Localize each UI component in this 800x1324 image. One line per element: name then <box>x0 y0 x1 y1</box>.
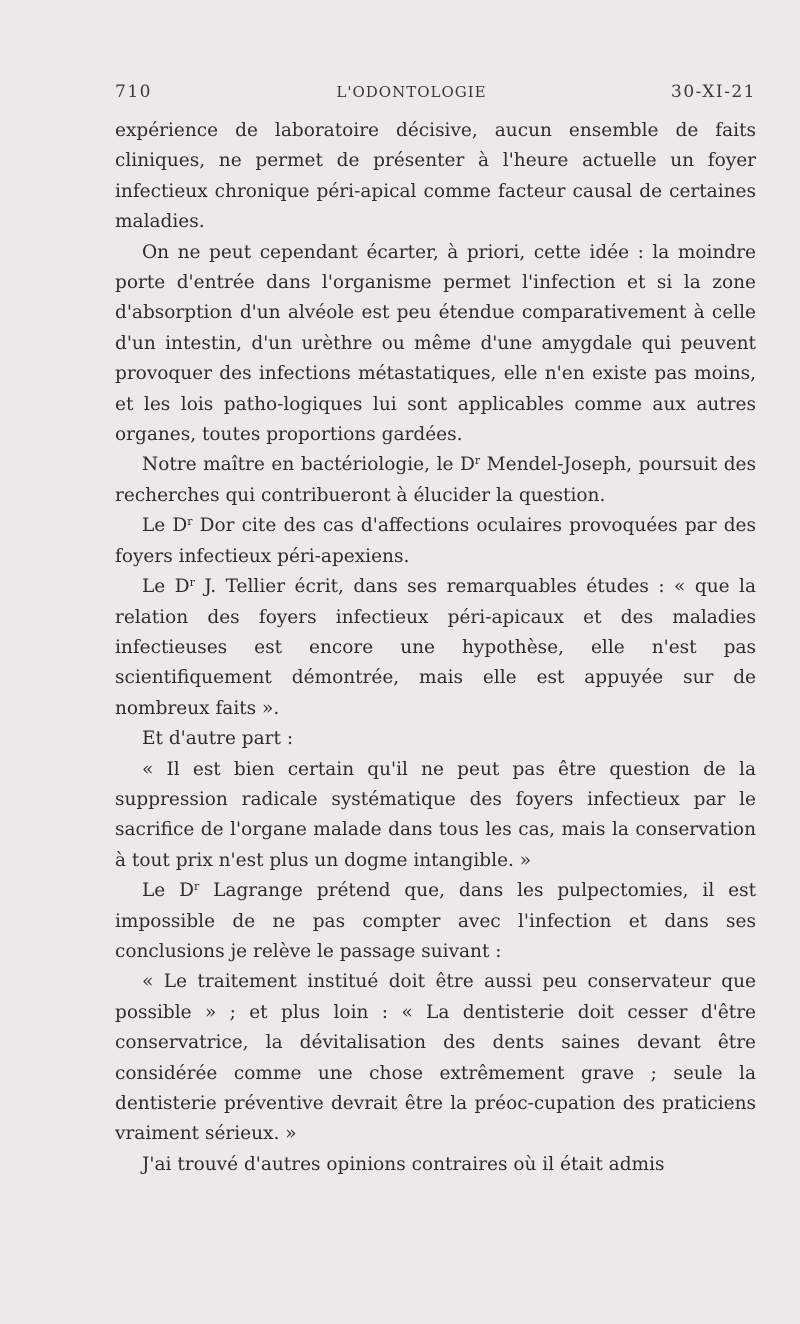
paragraph: J'ai trouvé d'autres opinions contraires où il était admis <box>142 1153 665 1175</box>
running-title: L'ODONTOLOGIE <box>336 83 487 101</box>
page-number: 710 <box>115 82 152 102</box>
paragraph: Notre maître en bactériologie, le $D^r$ Mendel-Joseph, poursuit des recherches qui contribueront à élucider la question. <box>115 454 757 506</box>
quote-paragraph: « Il est bien certain qu'il ne peut pas être question de la suppression radicale systématique des foyers infectieux par le sacrifice de l'organe malade dans tous les cas, mais la conservation à tout prix n'est plus un dogme intangible. » <box>115 758 756 871</box>
paragraph: Le $D^r$ Dor cite des cas d'affections oculaires provoquées par des foyers infectieux péri-apexiens. <box>115 515 756 567</box>
paragraph-continued: expérience de laboratoire décisive, aucun ensemble de faits cliniques, ne permet de présenter à l'heure actuelle un foyer infectieux chronique péri-apical comme facteur causal de certaines maladies. <box>115 120 756 233</box>
paragraph: On ne peut cependant écarter, à priori, cette idée : la moindre porte d'entrée dans l'organisme permet l'infection et si la zone d'absorption d'un alvéole est peu étendue comparativement à celle d'un intestin, d'un urèthre ou même d'une amygdale qui peuvent provoquer des infections métastatiques, elle n'en existe pas moins, et les lois patho-logiques lui sont applicables comme aux autres organes, toutes proportions gardées. <box>115 241 756 446</box>
body-text <box>115 116 756 1180</box>
issue-date: 30-XI-21 <box>671 82 756 102</box>
running-header <box>115 82 756 102</box>
quote-paragraph: « Le traitement institué doit être aussi peu conservateur que possible » ; et plus loin : « La dentisterie doit cesser d'être conservatrice, la dévitalisation des dents saines devant être considérée comme une chose extrêmement grave ; seule la dentisterie préventive devrait être la préoc-cupation des praticiens vraiment sérieux. » <box>115 971 756 1145</box>
paragraph: Le $D^r$ J. Tellier écrit, dans ses remarquables études : « que la relation des foyers infectieux péri-apicaux et des maladies infectieuses est encore une hypothèse, elle n'est pas scientifiquement démontrée, mais elle est appuyée sur de nombreux faits ». <box>115 576 756 719</box>
paragraph: Et d'autre part : <box>142 728 294 750</box>
paragraph: Le $D^r$ Lagrange prétend que, dans les pulpectomies, il est impossible de ne pas compter avec l'infection et dans ses conclusions je relève le passage suivant : <box>115 880 757 962</box>
